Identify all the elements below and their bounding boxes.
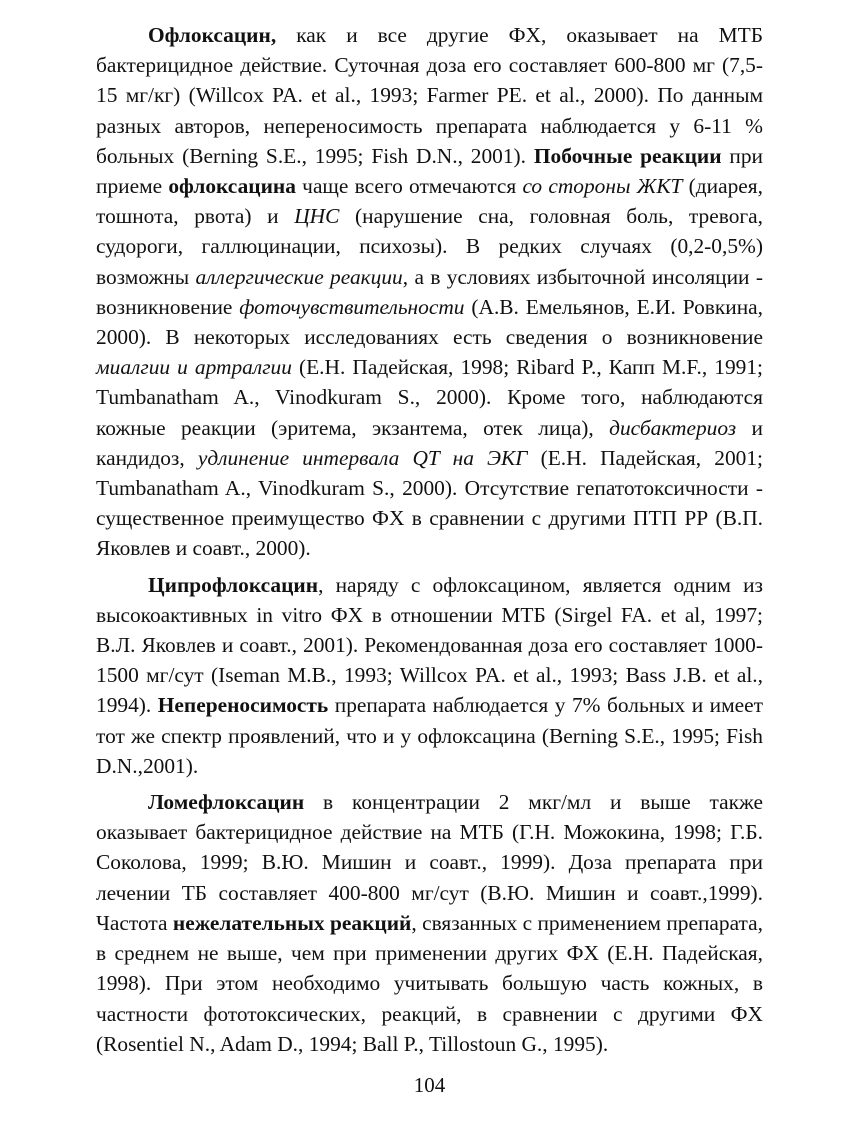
text-run: и кандидоз, [96,415,763,470]
text-run: аллергические реакции [195,264,403,289]
text-run: (Е.Н. Падейская, 1998; Ribard P., Капп M.F., 1991; Tumbanatham A., Vinodkuram S., 2000). Кроме того, наблюдаются кожные реакции (эритема, экзантема, отек лица), [96,355,763,440]
text-run: Побочные реакции [533,143,722,168]
paragraph-ofloxacin [96,20,763,564]
text-run: как и все другие ФХ, оказывает на МТБ бактерицидное действие. Суточная доза его составляет 600-800 мг (7,5-15 мг/кг) (Willcox PA. et al., 1993; Farmer PE. et al., 2000). По данным разных авторов, непереносимость препарата наблюдается у 6-11 % больных (Berning S.E., 1995; Fish D.N., 2001). [96,23,763,168]
text-run: чаще всего отмечаются [295,174,523,199]
text-run: Ломефлоксацин [148,790,305,815]
text-run: ЦНС [294,204,340,229]
text-run: Ципрофлоксацин [148,572,319,597]
document-page [96,20,763,1120]
text-run: со стороны ЖКТ [522,174,683,199]
text-run: дисбактериоз [609,415,737,440]
text-run: офлоксацина [168,174,296,199]
text-run: в концентрации 2 мкг/мл и выше также оказывает бактерицидное действие на МТБ (Г.Н. Можокина, 1998; Г.Б. Соколова, 1999; В.Ю. Мишин и соавт., 1999). Доза препарата при лечении ТБ составляет 400-800 мг/сут (В.Ю. Мишин и соавт.,1999). Частота [96,790,763,935]
text-run: нежелательных реакций [172,910,412,935]
text-run: миалгии и артралгии [96,355,292,380]
page-number: 104 [413,1073,446,1097]
text-run: (диарея, тошнота, рвота) и [96,174,763,229]
text-run: , а в условиях избыточной инсоляции - возникновение [96,264,763,319]
text-run: препарата наблюдается у 7% больных и имеет тот же спектр проявлений, что и у офлоксацина (Berning S.E., 1995; Fish D.N.,2001). [96,693,763,778]
text-run: , связанных с применением препарата, в среднем не выше, чем при применении других ФХ (Е.Н. Падейская, 1998). При этом необходимо учитывать большую часть кожных, в частности фототоксических, реакций, в сравнении с другими ФХ (Rosentiel N., Adam D., 1994; Ball P., Tillostoun G., 1995). [96,910,763,1056]
text-run: при приеме [96,143,763,199]
text-run: Офлоксацин, [148,23,277,47]
text-run: , наряду с офлоксацином, является одним из высокоактивных in vitro ФХ в отношении МТБ (Sirgel FA. et al, 1997; В.Л. Яковлев и соавт., 2001). Рекомендованная доза его составляет 1000-1500 мг/сут (Iseman M.B., 1993; Willcox PA. et al., 1993; Bass J.B. et al., 1994). [96,572,763,718]
text-run: (А.В. Емельянов, Е.И. Ровкина, 2000). В некоторых исследованиях есть сведения о возникновение [96,294,763,350]
paragraph-lomefloxacin [96,787,763,1059]
paragraph-ciprofloxacin [96,570,763,781]
text-run: Непереносимость [157,693,329,718]
text-run: (Е.Н. Падейская, 2001; Tumbanatham A., Vinodkuram S., 2000). Отсутствие гепатотоксичности - существенное преимущество ФХ в сравнении с другими ПТП РР (В.П. Яковлев и соавт., 2000). [96,445,763,561]
text-run: (нарушение сна, головная боль, тревога, судороги, галлюцинации, психозы). В редких случаях (0,2-0,5%) возможны [96,204,763,289]
text-run: удлинение интервала QT на ЭКГ [197,445,528,470]
text-run: фоточувствительности [239,294,465,319]
